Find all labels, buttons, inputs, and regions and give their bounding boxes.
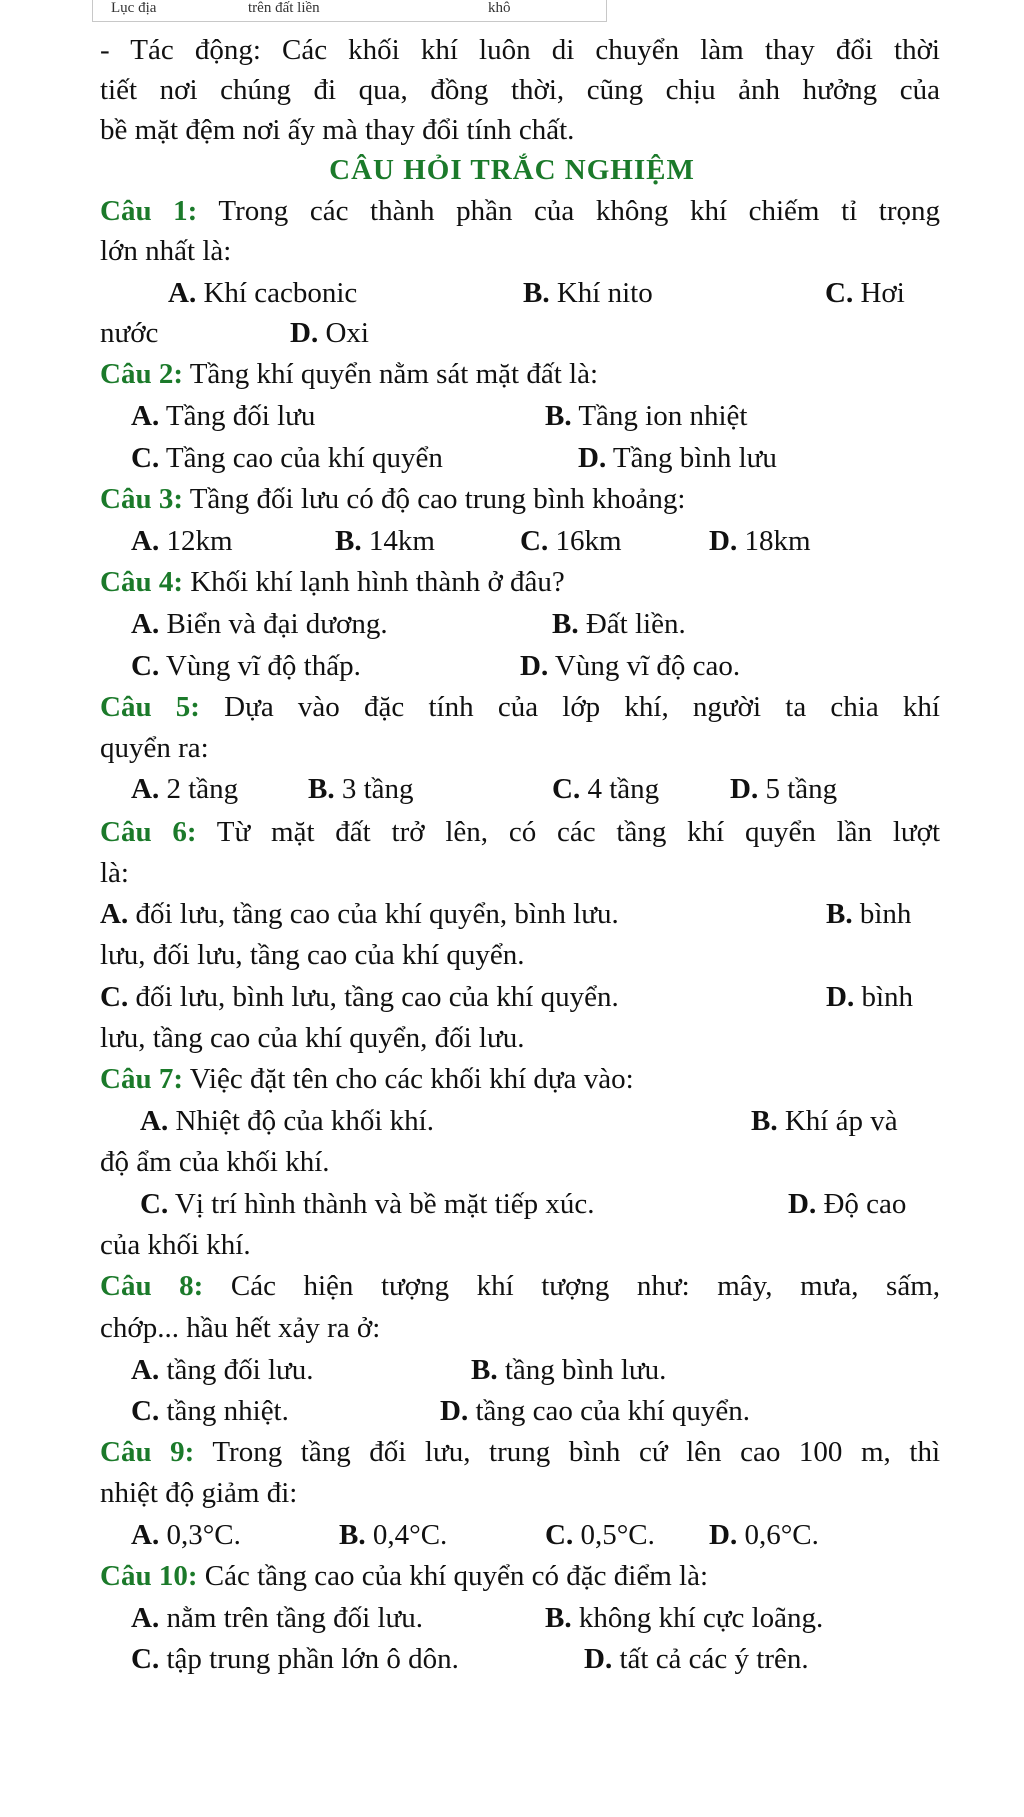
question-label: Câu 5:	[100, 691, 200, 723]
question-text: lớn nhất là:	[100, 235, 232, 267]
option-d[interactable]: D. 0,6°C.	[709, 1519, 819, 1551]
option-d-continued: của khối khí.	[100, 1229, 251, 1261]
option-a[interactable]: A. tầng đối lưu.	[131, 1354, 314, 1386]
option-b[interactable]: B. Tầng ion nhiệt	[545, 400, 748, 432]
option-c[interactable]: C. tập trung phần lớn ô dôn.	[131, 1643, 459, 1675]
option-c[interactable]: C. tầng nhiệt.	[131, 1395, 289, 1427]
question-text: Từ mặt đất trở lên, có các tầng khí quyển lần lượt	[196, 816, 940, 848]
question-text: quyển ra:	[100, 732, 209, 764]
question-8	[100, 1268, 940, 1304]
option-a[interactable]: A. 0,3°C.	[131, 1519, 241, 1551]
option-b[interactable]: B. 0,4°C.	[339, 1519, 448, 1551]
question-2	[100, 356, 598, 392]
option-c[interactable]: C. Vị trí hình thành và bề mặt tiếp xúc.	[140, 1188, 595, 1220]
option-b[interactable]: B. 14km	[335, 525, 435, 557]
question-text: chớp... hầu hết xảy ra ở:	[100, 1312, 381, 1344]
option-d[interactable]: D. bình	[826, 981, 914, 1013]
intro-line: tiết nơi chúng đi qua, đồng thời, cũng chịu ảnh hưởng của	[100, 74, 940, 106]
question-text: Việc đặt tên cho các khối khí dựa vào:	[182, 1063, 634, 1095]
question-label: Câu 8:	[100, 1270, 204, 1302]
option-b[interactable]: B. Khí áp và	[751, 1105, 898, 1137]
option-b[interactable]: B. Khí nito	[523, 277, 653, 309]
option-d[interactable]: D. 18km	[709, 525, 811, 557]
table-cell: trên đất liền	[248, 0, 320, 16]
option-d[interactable]: D. tầng cao của khí quyển.	[440, 1395, 751, 1427]
option-b[interactable]: B. không khí cực loãng.	[545, 1602, 824, 1634]
question-text: Các tầng cao của khí quyển có đặc điểm là:	[197, 1560, 709, 1592]
question-text: nhiệt độ giảm đi:	[100, 1477, 298, 1509]
option-c[interactable]: C. Vùng vĩ độ thấp.	[131, 650, 361, 682]
question-text: Trong các thành phần của không khí chiếm tỉ trọng	[197, 195, 940, 227]
question-text: Trong tầng đối lưu, trung bình cứ lên cao 100 m, thì	[194, 1436, 940, 1468]
section-heading: CÂU HỎI TRẮC NGHIỆM	[329, 154, 695, 186]
question-10	[100, 1558, 708, 1594]
question-label: Câu 6:	[100, 816, 197, 848]
option-d[interactable]: D. Vùng vĩ độ cao.	[520, 650, 741, 682]
option-b-continued: lưu, đối lưu, tầng cao của khí quyển.	[100, 939, 525, 971]
option-c[interactable]: C. Tầng cao của khí quyển	[131, 442, 443, 474]
question-text: Dựa vào đặc tính của lớp khí, người ta chia khí	[199, 691, 940, 723]
question-label: Câu 4:	[100, 566, 183, 598]
question-text: Tầng khí quyển nằm sát mặt đất là:	[182, 358, 599, 390]
option-c[interactable]: C. 0,5°C.	[545, 1519, 655, 1551]
question-label: Câu 9:	[100, 1436, 195, 1468]
option-d-continued: lưu, tầng cao của khí quyển, đối lưu.	[100, 1022, 525, 1054]
question-label: Câu 2:	[100, 358, 183, 390]
option-c[interactable]: C. Hơi	[825, 277, 905, 309]
option-a[interactable]: A. đối lưu, tầng cao của khí quyển, bình lưu.	[100, 898, 619, 930]
option-c[interactable]: C. 16km	[520, 525, 622, 557]
option-b-continued: độ ẩm của khối khí.	[100, 1146, 330, 1178]
question-1	[100, 193, 940, 229]
question-9	[100, 1434, 940, 1470]
option-c-continued: nước	[100, 317, 159, 349]
table-cell: Lục địa	[111, 0, 157, 16]
option-a[interactable]: A. Khí cacbonic	[168, 277, 358, 309]
option-b[interactable]: B. bình	[826, 898, 912, 930]
option-a[interactable]: A. Biển và đại dương.	[131, 608, 388, 640]
question-6	[100, 814, 940, 850]
question-label: Câu 7:	[100, 1063, 183, 1095]
option-b[interactable]: B. 3 tầng	[308, 773, 414, 805]
option-d[interactable]: D. Oxi	[290, 317, 369, 349]
question-4	[100, 564, 565, 600]
option-d[interactable]: D. Tầng bình lưu	[578, 442, 777, 474]
option-a[interactable]: A. nằm trên tầng đối lưu.	[131, 1602, 423, 1634]
question-label: Câu 10:	[100, 1560, 198, 1592]
question-7	[100, 1061, 634, 1097]
option-c[interactable]: C. 4 tầng	[552, 773, 660, 805]
table-cell: khô	[488, 0, 511, 16]
question-text: là:	[100, 857, 129, 889]
option-a[interactable]: A. Tầng đối lưu	[131, 400, 316, 432]
intro-line: - Tác động: Các khối khí luôn di chuyển làm thay đổi thời	[100, 34, 940, 66]
question-label: Câu 1:	[100, 195, 198, 227]
question-text: Khối khí lạnh hình thành ở đâu?	[182, 566, 565, 598]
question-3	[100, 481, 685, 517]
table-fragment	[92, 0, 607, 22]
option-d[interactable]: D. Độ cao	[788, 1188, 907, 1220]
option-c[interactable]: C. đối lưu, bình lưu, tầng cao của khí quyển.	[100, 981, 619, 1013]
question-text: Các hiện tượng khí tượng như: mây, mưa, sấm,	[203, 1270, 940, 1302]
intro-line: bề mặt đệm nơi ấy mà thay đổi tính chất.	[100, 114, 575, 146]
option-d[interactable]: D. tất cả các ý trên.	[584, 1643, 809, 1675]
option-b[interactable]: B. tầng bình lưu.	[471, 1354, 667, 1386]
option-b[interactable]: B. Đất liền.	[552, 608, 686, 640]
question-text: Tầng đối lưu có độ cao trung bình khoảng:	[182, 483, 686, 515]
option-a[interactable]: A. Nhiệt độ của khối khí.	[140, 1105, 434, 1137]
question-label: Câu 3:	[100, 483, 183, 515]
question-5	[100, 689, 940, 725]
option-a[interactable]: A. 2 tầng	[131, 773, 239, 805]
option-d[interactable]: D. 5 tầng	[730, 773, 838, 805]
option-a[interactable]: A. 12km	[131, 525, 233, 557]
